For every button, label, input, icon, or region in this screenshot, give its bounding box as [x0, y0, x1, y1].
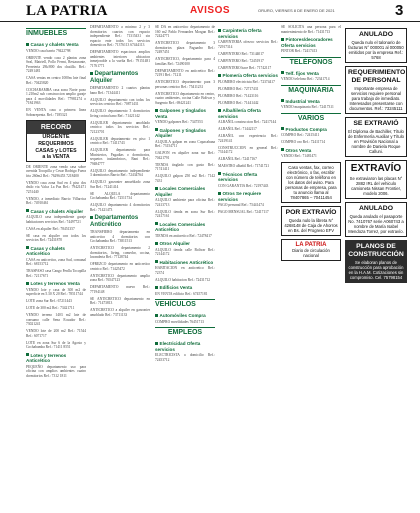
bullet-square-icon [218, 29, 221, 32]
classified-ad[interactable]: ALQUILER departamento en piso 1 centrico Ref.: 71411743 [90, 136, 150, 145]
classified-ad[interactable]: CARPINTERO Ref.: 73144017 [218, 51, 264, 56]
classified-ad[interactable]: ALBAÑIL Ref.: 72417167 [218, 157, 257, 161]
notice-title: ANULADO [359, 31, 393, 38]
subsection-header: Galpones y tinglados Venta [155, 108, 206, 119]
classified-ad[interactable]: SE ANTICRETICO departamento en Ref.: 71473813 [90, 296, 150, 305]
classified-ad[interactable]: ELECTRICISTA a domicilio Ref.: 72453712 [155, 353, 215, 362]
classified-ad[interactable]: MAESTRO albañil Ref.: 71741721 [218, 164, 270, 168]
classified-ad[interactable]: SE casa en alquiler con todos los servicios Ref.: 72431870 [26, 233, 86, 242]
hiring-notice-box[interactable] [345, 66, 407, 114]
classified-ad[interactable]: TRANSFIERO departamento en anticretico 4 dormitorios con Cochabamba Ref.: 73811513 [90, 230, 150, 243]
notice-title: REQUERIMIENTO DE PERSONAL [348, 69, 406, 84]
la-patria-ad[interactable] [281, 239, 341, 261]
category-band: TELÉFONOS [281, 57, 341, 68]
subsection-header: Lotes y terrenos Venta [26, 281, 86, 287]
subsection-header: Lotes y terrenos Anticrético [26, 352, 67, 363]
classified-ad[interactable]: VENDO lote y casa de 300 m2 de superficie en 5.30 X 20 Ref.: 78511744 [26, 287, 86, 296]
column-6 [345, 25, 407, 505]
lost-plates-notice-box[interactable] [345, 160, 407, 199]
classified-ad[interactable]: ALQUILO departamento 3 dormitorios living cocina bano Ref.: 71421142 [90, 109, 150, 118]
bullet-square-icon [155, 342, 158, 345]
classified-ad[interactable]: ALQUILO casa independiente garaje habitaciones servicios Ref.: 74497721 [26, 215, 86, 224]
classified-ad[interactable]: ANTICRETICO departamento 2 dormitorios, living, comedor, cocina, lavanderia Ref.: 77128744 [90, 246, 150, 259]
classified-ad[interactable]: DEPARTAMENTO espaciosos amplios ambientes interiores ubicacion inmejorable a la vuelta Ref.: 79151481 71761771 [90, 50, 150, 68]
subsection-header: Otros Venta [281, 148, 341, 154]
info-box[interactable]: Caso ventas, fax, correo electrónico, o fax, escribir con número de teléfono en los datos del aviso. Para personas de empresa, para tu anuncio llama al 78407865 – 70411454 [281, 162, 341, 203]
classified-ad[interactable]: SE SOLICITA una persona para el mantenimiento de Ref.: 71431713 [281, 25, 341, 34]
classified-ad[interactable]: EN VENTA casa a primera linea Sobrarepenta. Ref.: 7185321 [26, 108, 86, 117]
classified-ad[interactable]: VENDO Ref.: 71481471 [281, 154, 317, 158]
bullet-square-icon [155, 128, 158, 131]
subsection-header: Telf. fijos Venta [281, 71, 341, 77]
classified-ad[interactable]: DEPARTAMENTO en anticretico Ref.: 72191 Ref.: 71211 [155, 68, 215, 77]
subsection-header: Plomería Oferta servicios [218, 73, 278, 79]
bullet-square-icon [218, 192, 221, 195]
record-line: REQUERIMOS [38, 141, 74, 147]
la-patria-logo: LA PATRIA [295, 241, 327, 248]
classified-ad[interactable]: ALQUILO galpon 250 m2 Ref.: 7142 7431 [155, 174, 215, 183]
page-number: 3 [395, 2, 404, 19]
subsection-header: Otros Alquiler [155, 241, 215, 247]
classified-ad[interactable]: CARPINTERIA ofrezco servicios Ref.: 72917314 [218, 40, 278, 49]
bullet-square-icon [218, 74, 221, 77]
classified-ad[interactable]: VENDO maquinaria Ref.: 72417311 [281, 105, 334, 109]
subsection-header: Carpintería Oferta servicios [218, 28, 262, 39]
classified-ad[interactable]: GALPON en alquiler zona sur Ref.: 70421791 [155, 151, 215, 160]
notice-text: Se extraviaron las placas N° 2882 IRL del vehiculo camioneta Nissan Frontier, modelo 2006. [349, 176, 403, 196]
bullet-square-icon [155, 286, 158, 289]
classified-ad[interactable]: VENDO casa zona Sud en 4 piso dos dntlo via Valca La Paz Ref.: 79421471 7251440 [26, 180, 86, 194]
lost-notice-box[interactable] [345, 117, 407, 157]
column-4 [218, 25, 278, 505]
notice-title: PLANOS DE CONSTRUCCIÓN [348, 243, 404, 258]
column-1 [26, 25, 86, 505]
category-band: VEHÍCULOS [155, 299, 215, 310]
bullet-square-icon [281, 99, 284, 102]
notice-text: Queda nulo el talonario de facturas N° 000001 al 000050 emitidos por la empresa Ref.: 5768 [348, 40, 404, 60]
subsection-header: Casas y chalets Venta [26, 42, 86, 48]
bullet-square-icon [281, 127, 284, 130]
category-band: VARIOS [281, 113, 341, 124]
classified-ad[interactable]: SE DA en anticretico departamento de 160 m2 Pablo Fernandez Morgan Ref.: 72424771 [155, 25, 215, 38]
column-3 [155, 25, 215, 505]
column-5 [281, 25, 341, 505]
notice-text: El Diploma de Bachiller, Título de Enfermería Auxiliar y Título en Provisión Nacional a nombre de Daniela Roque Calluni. [348, 129, 405, 154]
classified-ad[interactable]: VENDO terreno 1403 m2 lote de consumo calle Sena Ecuador Ref.: 73021241 [26, 313, 86, 326]
la-patria-tagline: Diario de circulación nacional [292, 247, 330, 258]
bullet-square-icon [26, 209, 29, 212]
classified-ad[interactable]: TIENDA en anticretico Ref.: 72478417 [155, 233, 212, 238]
classified-ad[interactable]: COCHABAMBA casa zona Norte pozo 1.210m2 sub construccion amplio garaje para 4 movilidades Ref.: 77981274 o 71841963 [26, 87, 86, 105]
section-title: AVISOS [190, 5, 231, 16]
classified-ad[interactable]: LOTE de 300 m2 Ref.: 73421711 [26, 306, 75, 310]
bullet-square-icon [281, 148, 284, 151]
bullet-square-icon [218, 172, 221, 175]
classified-ad[interactable]: HABITACION en anticretico Ref.: 72374 [155, 266, 215, 275]
classified-ad[interactable]: PLOMERO electricista Ref.: 72374417 [218, 79, 275, 84]
classified-ad[interactable]: CASA en alquiler Ref.: 78451357 [26, 226, 75, 231]
masthead [0, 0, 420, 22]
subsection-header: Casas y chalets Alquiler [26, 209, 86, 215]
notice-title: SE EXTRAVIÓ [353, 120, 399, 127]
record-line: CASAS y LOTES [35, 147, 77, 154]
subsection-header: Técnicos Oferta servicios [218, 171, 258, 182]
classified-ad[interactable]: VENDO, a inmediato Barrio Villarrica Ref.: 74910461 [26, 196, 86, 205]
classified-ad[interactable]: LOTE zona Sur Ref.: 67211443 [26, 299, 72, 303]
classified-ad[interactable]: COMPRO Ref.: 72415411 [281, 133, 320, 137]
subsection-header: Productos Compra [281, 127, 341, 133]
classified-ad[interactable]: ALQUILO ambiente para oficina Ref.: 72413713 [155, 198, 215, 207]
lost-notice-box[interactable] [281, 206, 341, 236]
classified-ad[interactable]: DEPARTAMENTO a minimo 2 y 3 dormitorios cuartos con espacio independiente Ref.: 71315431 sin espacio ente todos los servicios domesticos Ref.: 71376113 67444113 [90, 25, 150, 47]
subsection-header: Habitaciones Anticrético [155, 260, 215, 266]
bullet-square-icon [90, 72, 93, 75]
bullet-square-icon [26, 353, 29, 356]
category-band: EMPLEOS [155, 327, 215, 338]
bullet-square-icon [26, 282, 29, 285]
classified-ad[interactable]: VENDO galpones Ref.: 7347553 [155, 120, 203, 124]
classified-ad[interactable]: ALQUILO departamento independiente 3 dormitorios Barrio Ref.: 72434764 [90, 168, 150, 177]
classified-ad[interactable]: CONSTRUCCION en general Ref.: 73144172 [218, 145, 278, 154]
notice-title: POR EXTRAVÍO [285, 208, 337, 216]
bullet-square-icon [26, 246, 29, 249]
column-2 [90, 25, 150, 505]
classified-ad[interactable]: PINTOR Ref.: 72417413 [281, 49, 318, 53]
notice-title: ANULADO [359, 205, 393, 212]
record-ad-box[interactable] [26, 120, 86, 162]
notice-text: Queda nulo la libreta N° 4268148 de Caja de Ahorros en Bs. del Progreso EFV [284, 217, 338, 233]
subsection-header: Locales Comerciales Alquiler [155, 186, 206, 197]
annulled-passport-box[interactable] [345, 202, 407, 237]
subsection-header: Electricidad Oferta servicios [155, 341, 201, 352]
record-line: a la VENTA [42, 154, 70, 160]
classified-ad[interactable]: PAGO personal Ref.: 75441474 [218, 203, 264, 207]
bullet-square-icon [155, 260, 158, 263]
classified-ad[interactable]: ALQUILO departamento con todas los servicios centrico Ref.: 70871431 [90, 97, 150, 106]
subsection-header: Automóviles Compra [155, 313, 215, 319]
classified-ad[interactable]: PLOMERO Ref.: 71441442 [218, 100, 259, 105]
subsection-header: Galpones y tinglados Alquiler [155, 127, 206, 138]
classified-ad[interactable]: PAGO MENSUAL Ref.: 72417117 [218, 210, 269, 214]
bullet-square-icon [281, 38, 284, 41]
classified-ad[interactable]: ALBAÑIL Ref.: 71442117 [218, 127, 257, 131]
classified-ad[interactable]: CASA en anticretico, zona Sud, comunal Ref.: 68153712 [26, 257, 86, 266]
classified-ad[interactable]: SE ALQUILA departamento Cochabamba Ref.: 72511734 [90, 191, 150, 200]
subsection-header: Edificios Venta [155, 285, 215, 291]
classified-ad[interactable]: ALBAÑIL construccion Ref.: 72417144 [218, 120, 277, 124]
bullet-square-icon [155, 187, 158, 190]
construction-plans-box[interactable] [345, 240, 407, 283]
newspaper-logo[interactable]: LA PATRIA [26, 3, 108, 19]
classified-ad[interactable]: ALQUILO habitacion Ref.: 72431712 [155, 277, 211, 282]
bullet-square-icon [26, 43, 29, 46]
notice-text: Queda anulado el pasaporte No. 7410767 serie A060743 a nombre de María Isabel Mendoza Torrez, por extravío. [348, 214, 404, 234]
classified-ad[interactable]: EN VENTA edificio Ref.: 67457181 [155, 291, 208, 296]
classified-ad[interactable]: ANTICRETICO, departamento para 4 familias Ref.: 72490100 [155, 57, 215, 66]
classified-ad[interactable]: LOTE en zona Sur 6 de la Agosto y Cochabamba Ref.: 71411 8551 [26, 340, 86, 349]
classified-ad[interactable]: PLOMERO Ref.: 71423116 [218, 93, 259, 98]
classified-ad[interactable]: DEPARTAMENTO nuevo Ref.: 77194148 [90, 285, 150, 294]
classified-ad[interactable]: ANTICRETICO departamento amplio zona Ref.: 76547123 [90, 273, 150, 282]
classified-ad[interactable]: VENDO casa barrio 79422798 [26, 48, 71, 53]
classified-ad[interactable]: COMPRO movilidades 76451713 [155, 319, 204, 324]
classified-ad[interactable]: CON GARANTIA Ref.: 72197443 [218, 183, 269, 188]
bullet-square-icon [155, 242, 158, 245]
classified-ad[interactable]: ALQUILO garzonier amueblado zona Sur Ref.: 71241414 [90, 180, 150, 189]
bullet-square-icon [155, 109, 158, 112]
classified-ad[interactable]: CARPINTERO Ref.: 72451917 [218, 58, 264, 63]
classified-ad[interactable]: ALBAÑIL con experiencia Ref.: 72419141 [218, 134, 278, 143]
classified-ad[interactable]: ALQUILO tienda calle Bolivar Ref.: 72144172 [155, 247, 215, 256]
subsection-header: Locales Comerciales Anticrético [155, 221, 206, 232]
bullet-square-icon [155, 314, 158, 317]
classified-ad[interactable]: ANTICRETICO a alquiler en garzonier amoblado Ref.: 73711133 [90, 308, 150, 317]
classified-ad[interactable]: ORIENTE vendo casa 2 plantas zona Seal, Matriell, Pollo Fermi, Restaurante, Ferreteria 29k/800 dos chatillo. Ref.: 72491481 [26, 55, 86, 73]
subsection-header: Otros Se requiere servicios [218, 191, 262, 202]
dateline: ORURO, VIERNES 8 DE ENERO DE 2021 [258, 8, 335, 13]
classified-ad[interactable]: CARPINTERO hace Ref.: 71742117 [218, 65, 272, 70]
subsection-header: Casas y chalets Anticrético [26, 245, 65, 256]
classified-ad[interactable]: TRASPASO casa Cango Fenlla Tocopilla Ref.: 72117671 [26, 269, 86, 278]
bullet-square-icon [281, 71, 284, 74]
classified-ad[interactable]: ALQUILO tienda en zona Sur Ref.: 72417161 [155, 209, 215, 218]
classified-ad[interactable]: CASA ventas en centro 1000m lote final Ref.: 70425820 [26, 76, 86, 85]
bullet-square-icon [218, 109, 221, 112]
classified-ad[interactable]: DEPARTAMENTO 2 cuartos plantas bano Ref.: 71344411 [90, 86, 150, 95]
subsection-header: Pintores/decoradores Oferta servicios [281, 37, 333, 48]
subsection-header: Albañilería Oferta servicios [218, 108, 261, 119]
subsection-header: Departamentos Alquiler [90, 71, 139, 84]
notice-title: EXTRAVÍO [350, 163, 402, 174]
classified-ad[interactable]: COMPRO oro Ref.: 72411714 [281, 140, 325, 144]
category-band: MAQUINARIA [281, 85, 341, 96]
classified-ad[interactable]: ANTICRETICO departamento 3 dormitorios plaza Paguadro Ref.: 72497451 [155, 41, 215, 54]
classified-ad[interactable]: PLOMERO Ref.: 72717431 [218, 86, 259, 91]
record-logo: RECORD [27, 121, 85, 134]
classified-ad[interactable]: PEQUEÑO departamento uso para oficina con amplios ambientes cuatro dormitorios Ref.: 7312 1811 [26, 364, 86, 378]
classified-ad[interactable]: DE ORIENTE zona vendo casa sobre avenida Tocopilla y Cesar Rodrigo Fuera frio 260m2 Ref.: 76296453 7218400 [26, 164, 86, 178]
classified-ad[interactable]: TIENDA tinglado con gusto Ref.: 71741411 [155, 162, 215, 171]
category-band: INMUEBLES [26, 28, 86, 39]
subsection-header: Departamentos Anticrético [90, 215, 139, 228]
notice-text: Se elaboran planos de construcción para aprobación en la H.A.M. Cotizaciones sin compromiso. Cel. 75798154 [348, 260, 404, 280]
annulled-notice-box[interactable] [345, 28, 407, 63]
classified-ad[interactable]: OFREZCO departamento en anticretico centrico Ref.: 71425472 [90, 262, 150, 271]
subsection-header: Industrial Venta [281, 99, 341, 105]
bullet-square-icon [90, 216, 93, 219]
classified-ad[interactable]: ALQUILO departamento 4 dormitorios Ref.: 71421473 [90, 203, 150, 212]
classified-ad[interactable]: ALQUILER departamento para Ministerios, Pagadias o dormitorios, sequetos inalambricos, Bani Ref.: 79484777 [90, 148, 150, 166]
classified-ad[interactable]: VENDO lote de 200 m2 Ref.: 71544 Ref.: 6071717 [26, 329, 86, 338]
record-line: URGENTE [42, 134, 70, 140]
classified-ad[interactable]: VENDO telefono Ref.: 72341714 [281, 77, 330, 81]
classified-ad[interactable]: ANTICRETICO departamento para 3 personas centrico Ref.: 75411231 [155, 80, 215, 89]
classified-ad[interactable]: ANTICRETICO departamento en centro, cuatro ambientes, cocina Calle Bolivar y Sargento Ref.: 69421241 [155, 91, 215, 105]
notice-text: Importante empresa de servicios requiere personal para trabajo de inmediato. Interesados presentarse con documentos. Ref.: 73245111 [349, 86, 403, 111]
classified-ad[interactable]: ALQUILA galpon en zona Copacabana Ref.: 73154711 [155, 139, 215, 148]
classified-ad[interactable]: ALQUILER departamento amoblado centrico todos los servicios Ref.: 72123701 [90, 120, 150, 134]
bullet-square-icon [155, 222, 158, 225]
